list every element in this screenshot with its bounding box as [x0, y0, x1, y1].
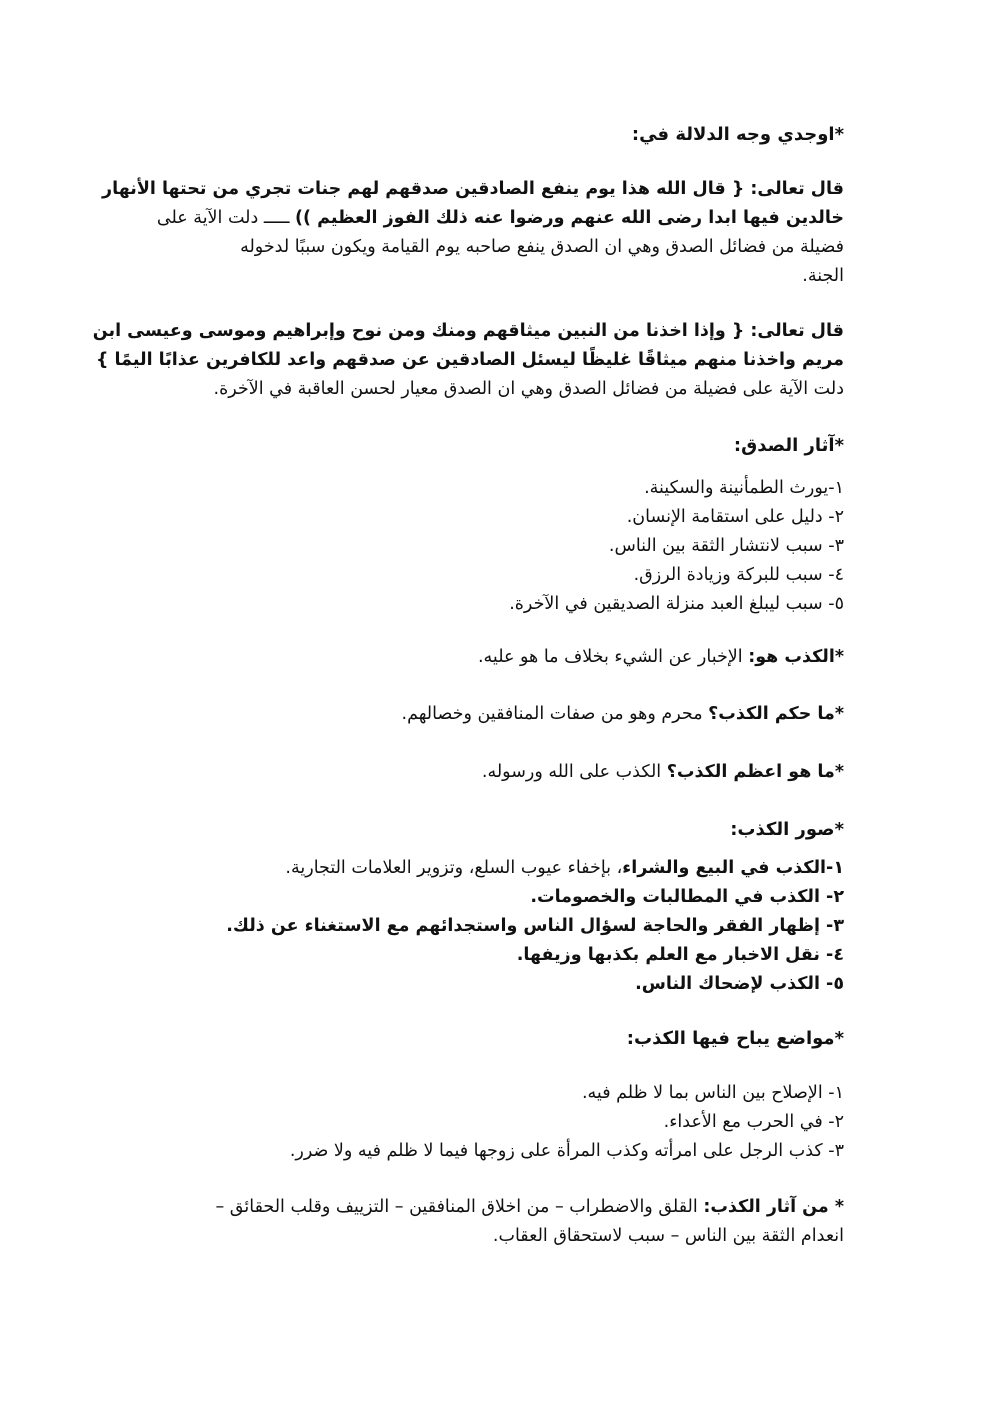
- lie-ruling-label: *ما حكم الكذب؟: [708, 704, 844, 724]
- verse2-section: [92, 317, 844, 404]
- lie-def-text: الإخبار عن الشيء بخلاف ما هو عليه.: [477, 647, 749, 667]
- list-item: ٢- دليل على استقامة الإنسان.: [626, 507, 844, 527]
- list-item: ٢- في الحرب مع الأعداء.: [663, 1112, 844, 1132]
- list-item: ٤- نقل الاخبار مع العلم بكذبها وزيفها.: [516, 945, 844, 965]
- verse1-line1: قال تعالى: { قال الله هذا يوم ينفع الصادقين صدقهم لهم جنات تجري من تحتها الأنهار: [102, 179, 844, 199]
- list-item: ٣- كذب الرجل على امرأته وكذب المرأة على زوجها فيما لا ظلم فيه ولا ضرر.: [289, 1141, 844, 1161]
- lie-def-label: *الكذب هو:: [748, 647, 844, 667]
- effects-truth-section: [150, 431, 844, 460]
- effects-truth-list: [150, 474, 844, 619]
- lie-greatest: [150, 758, 844, 787]
- verse1-line4: الجنة.: [802, 266, 844, 286]
- lie-definition: [150, 643, 844, 672]
- list-item: ٢- الكذب في المطالبات والخصومات.: [530, 887, 844, 907]
- lie-forms-section: [150, 815, 844, 844]
- verse1-line2-rest: ـــــ دلت الآية على: [156, 208, 296, 228]
- lie-forms-heading: *صور الكذب:: [730, 819, 844, 840]
- list-item: ٣- سبب لانتشار الثقة بين الناس.: [608, 536, 844, 556]
- list-item: ١-يورث الطمأنينة والسكينة.: [644, 478, 844, 498]
- lie-greatest-label: *ما هو اعظم الكذب؟: [666, 762, 844, 782]
- list-item: ٥- سبب ليبلغ العبد منزلة الصديقين في الآخرة.: [509, 594, 844, 614]
- lie-ruling-text: محرم وهو من صفات المنافقين وخصالهم.: [401, 704, 709, 724]
- lie-form-1-bold: ١-الكذب في البيع والشراء: [622, 858, 844, 878]
- lie-effects-line2: انعدام الثقة بين الناس – سبب لاستحقاق العقاب.: [492, 1226, 844, 1246]
- lie-ruling: [150, 700, 844, 729]
- lie-effects-section: [150, 1193, 844, 1251]
- lie-forms-list: [150, 854, 844, 999]
- verse1-section: [102, 175, 844, 291]
- lie-effects-line1: القلق والاضطراب – من اخلاق المنافقين – التزييف وقلب الحقائق –: [215, 1197, 704, 1217]
- lie-effects-label: * من آثار الكذب:: [703, 1197, 844, 1217]
- list-item: ٤- سبب للبركة وزيادة الرزق.: [633, 565, 844, 585]
- list-item: ٥- الكذب لإضحاك الناس.: [635, 974, 844, 994]
- allowed-heading: *مواضع يباح فيها الكذب:: [626, 1028, 844, 1049]
- verse2-line3: دلت الآية على فضيلة من فضائل الصدق وهي ان الصدق معيار لحسن العاقبة في الآخرة.: [213, 379, 844, 399]
- list-item: ٣- إظهار الفقر والحاجة لسؤال الناس واستجدائهم مع الاستغناء عن ذلك.: [226, 916, 844, 936]
- allowed-section: [150, 1024, 844, 1053]
- lie-form-1-rest: ، بإخفاء عيوب السلع، وتزوير العلامات التجارية.: [285, 858, 623, 878]
- verse2-line1: قال تعالى: { وإذا اخذنا من النبين ميثاقهم ومنك ومن نوح وإبراهيم وموسى وعيسى ابن: [92, 321, 844, 341]
- list-item: ١- الإصلاح بين الناس بما لا ظلم فيه.: [581, 1083, 844, 1103]
- verse1-line2-bold: خالدين فيها ابدا رضى الله عنهم ورضوا عنه ذلك الفوز العظيم )): [295, 208, 844, 228]
- allowed-list: [150, 1079, 844, 1166]
- intro-section: [150, 120, 844, 149]
- effects-truth-heading: *آثار الصدق:: [733, 435, 844, 456]
- verse1-line3: فضيلة من فضائل الصدق وهي ان الصدق ينفع صاحبه يوم القيامة ويكون سببًا لدخوله: [240, 237, 844, 257]
- verse2-line2: مريم واخذنا منهم ميثاقًا غليظًا ليسئل الصادقين عن صدقهم واعد للكافرين عذابًا اليمًا }: [96, 350, 844, 370]
- intro-heading: *اوجدي وجه الدلالة في:: [631, 124, 844, 145]
- lie-greatest-text: الكذب على الله ورسوله.: [481, 762, 667, 782]
